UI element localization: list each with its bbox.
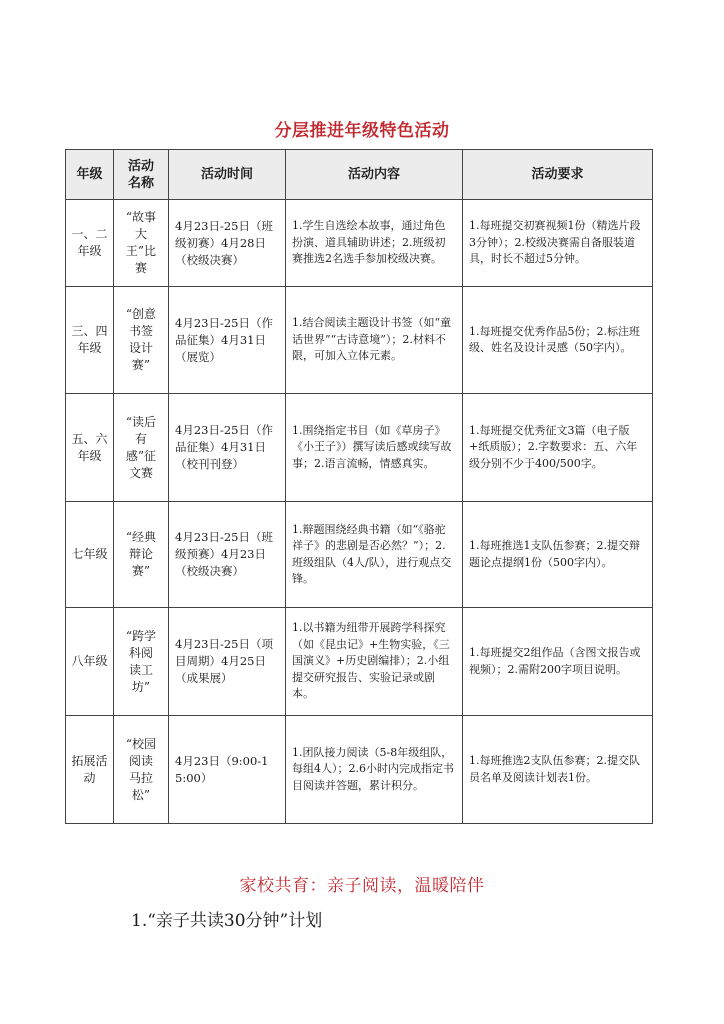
cell-grade: 三、四年级	[66, 287, 114, 394]
list-item: 1.“亲子共读30分钟”计划	[131, 911, 323, 931]
cell-content: 1.辩题围绕经典书籍（如“《骆驼祥子》的悲剧是否必然？”）；2.班级组队（4人/队），进行观点交锋。	[286, 502, 463, 608]
table-row	[66, 502, 653, 608]
cell-requirement: 1.每班提交初赛视频1份（精选片段3分钟）；2.校级决赛需自备服装道具，时长不超过5分钟。	[463, 200, 653, 287]
cell-requirement: 1.每班推选2支队伍参赛；2.提交队员名单及阅读计划表1份。	[463, 716, 653, 824]
table-row	[66, 608, 653, 716]
cell-activity-name: “创意书签设计赛”	[114, 287, 169, 394]
cell-grade: 一、二年级	[66, 200, 114, 287]
cell-grade: 五、六年级	[66, 394, 114, 502]
cell-content: 1.结合阅读主题设计书签（如“童话世界”“古诗意境”）；2.材料不限，可加入立体元素。	[286, 287, 463, 394]
cell-activity-name: “跨学科阅读工坊”	[114, 608, 169, 716]
cell-content: 1.团队接力阅读（5-8年级组队，每组4人）；2.6小时内完成指定书目阅读并答题，累计积分。	[286, 716, 463, 824]
cell-activity-name: “读后有感”征文赛	[114, 394, 169, 502]
cell-grade: 七年级	[66, 502, 114, 608]
header-content: 活动内容	[286, 150, 463, 200]
table-row	[66, 200, 653, 287]
cell-time: 4月23日-25日（作品征集）4月31日（校刊刊登）	[169, 394, 286, 502]
cell-requirement: 1.每班提交2组作品（含图文报告或视频）；2.需附200字项目说明。	[463, 608, 653, 716]
table-row	[66, 716, 653, 824]
cell-time: 4月23日-25日（班级初赛）4月28日（校级决赛）	[169, 200, 286, 287]
cell-grade: 拓展活动	[66, 716, 114, 824]
cell-activity-name: “故事大王”比赛	[114, 200, 169, 287]
cell-activity-name: “经典辩论赛”	[114, 502, 169, 608]
cell-requirement: 1.每班推选1支队伍参赛；2.提交辩题论点提纲1份（500字内）。	[463, 502, 653, 608]
table-row	[66, 287, 653, 394]
table-header-row	[66, 150, 653, 200]
cell-time: 4月23日-25日（项目周期）4月25日（成果展）	[169, 608, 286, 716]
page-title: 分层推进年级特色活动	[274, 121, 450, 141]
header-time: 活动时间	[169, 150, 286, 200]
section-title: 家校共育：亲子阅读，温暖陪伴	[239, 876, 485, 896]
header-grade: 年级	[66, 150, 114, 200]
cell-time: 4月23日-25日（作品征集）4月31日（展览）	[169, 287, 286, 394]
cell-content: 1.以书籍为纽带开展跨学科探究（如《昆虫记》+生物实验，《三国演义》+历史剧编排）；2.小组提交研究报告、实验记录或剧本。	[286, 608, 463, 716]
cell-content: 1.学生自选绘本故事，通过角色扮演、道具辅助讲述；2.班级初赛推选2名选手参加校级决赛。	[286, 200, 463, 287]
header-requirement: 活动要求	[463, 150, 653, 200]
cell-time: 4月23日-25日（班级预赛）4月23日（校级决赛）	[169, 502, 286, 608]
cell-requirement: 1.每班提交优秀征文3篇（电子版+纸质版）；2.字数要求：五、六年级分别不少于400/500字。	[463, 394, 653, 502]
table-row	[66, 394, 653, 502]
cell-grade: 八年级	[66, 608, 114, 716]
cell-time: 4月23日（9:00-15:00）	[169, 716, 286, 824]
header-name: 活动名称	[114, 150, 169, 200]
cell-requirement: 1.每班提交优秀作品5份；2.标注班级、姓名及设计灵感（50字内）。	[463, 287, 653, 394]
cell-activity-name: “校园阅读马拉松”	[114, 716, 169, 824]
activity-table	[65, 149, 653, 824]
cell-content: 1.围绕指定书目（如《草房子》《小王子》）撰写读后感或续写故事；2.语言流畅，情感真实。	[286, 394, 463, 502]
